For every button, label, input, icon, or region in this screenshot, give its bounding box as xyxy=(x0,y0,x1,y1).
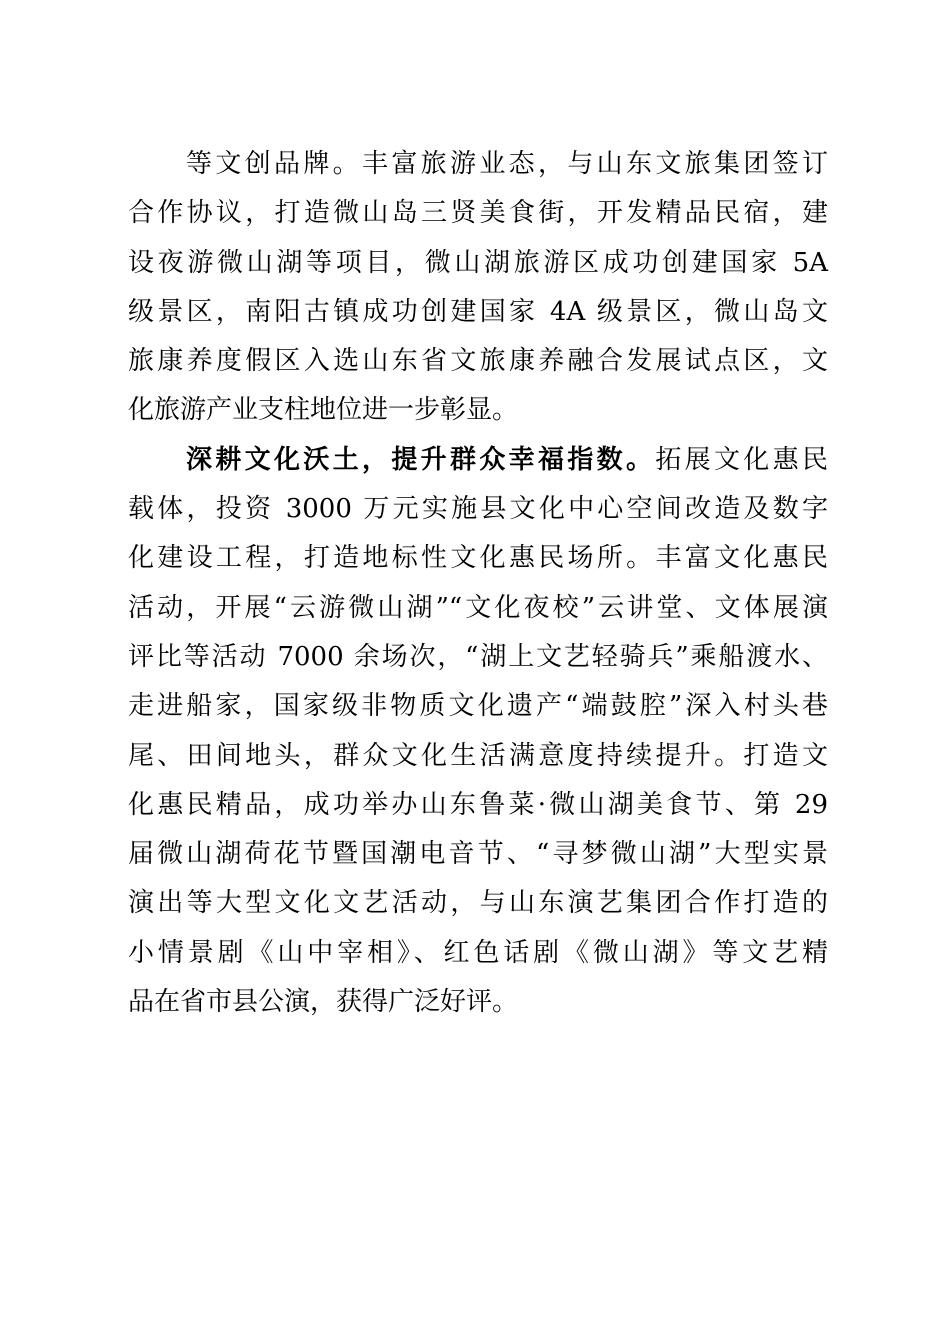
text-line: 尾、田间地头，群众文化生活满意度持续提升。打造文 xyxy=(128,740,828,771)
text-line: 载体，投资 3000 万元实施县文化中心空间改造及数字 xyxy=(128,494,828,525)
document-body xyxy=(128,140,828,1027)
text-line: 化建设工程，打造地标性文化惠民场所。丰富文化惠民 xyxy=(128,543,828,574)
paragraph-culture xyxy=(128,436,828,1028)
heading-continuation: 拓展文化惠民 xyxy=(655,444,828,475)
text-line: 化旅游产业支柱地位进一步彰显。 xyxy=(128,395,519,426)
text-line: 评比等活动 7000 余场次，“湖上文艺轻骑兵”乘船渡水、 xyxy=(128,641,828,672)
text-line: 设夜游微山湖等项目，微山湖旅游区成功创建国家 5A xyxy=(128,247,828,278)
text-line: 走进船家，国家级非物质文化遗产“端鼓腔”深入村头巷 xyxy=(128,691,828,722)
paragraph-heading: 深耕文化沃土，提升群众幸福指数。 xyxy=(186,444,656,475)
paragraph-tourism xyxy=(128,140,828,436)
text-line: 品在省市县公演，获得广泛好评。 xyxy=(128,987,519,1018)
text-line: 小情景剧《山中宰相》、红色话剧《微山湖》等文艺精 xyxy=(128,937,828,968)
text-line: 等文创品牌。丰富旅游业态，与山东文旅集团签订 xyxy=(186,149,828,179)
text-line: 旅康养度假区入选山东省文旅康养融合发展试点区，文 xyxy=(128,346,828,377)
text-line: 演出等大型文化文艺活动，与山东演艺集团合作打造的 xyxy=(128,888,828,919)
text-line: 化惠民精品，成功举办山东鲁菜·微山湖美食节、第 29 xyxy=(128,789,828,820)
text-line: 届微山湖荷花节暨国潮电音节、“寻梦微山湖”大型实景 xyxy=(128,839,828,870)
text-line xyxy=(128,436,828,485)
text-line: 合作协议，打造微山岛三贤美食街，开发精品民宿，建 xyxy=(128,198,828,229)
text-line: 活动，开展“云游微山湖”“文化夜校”云讲堂、文体展演 xyxy=(128,592,828,623)
text-line: 级景区，南阳古镇成功创建国家 4A 级景区，微山岛文 xyxy=(128,296,828,327)
